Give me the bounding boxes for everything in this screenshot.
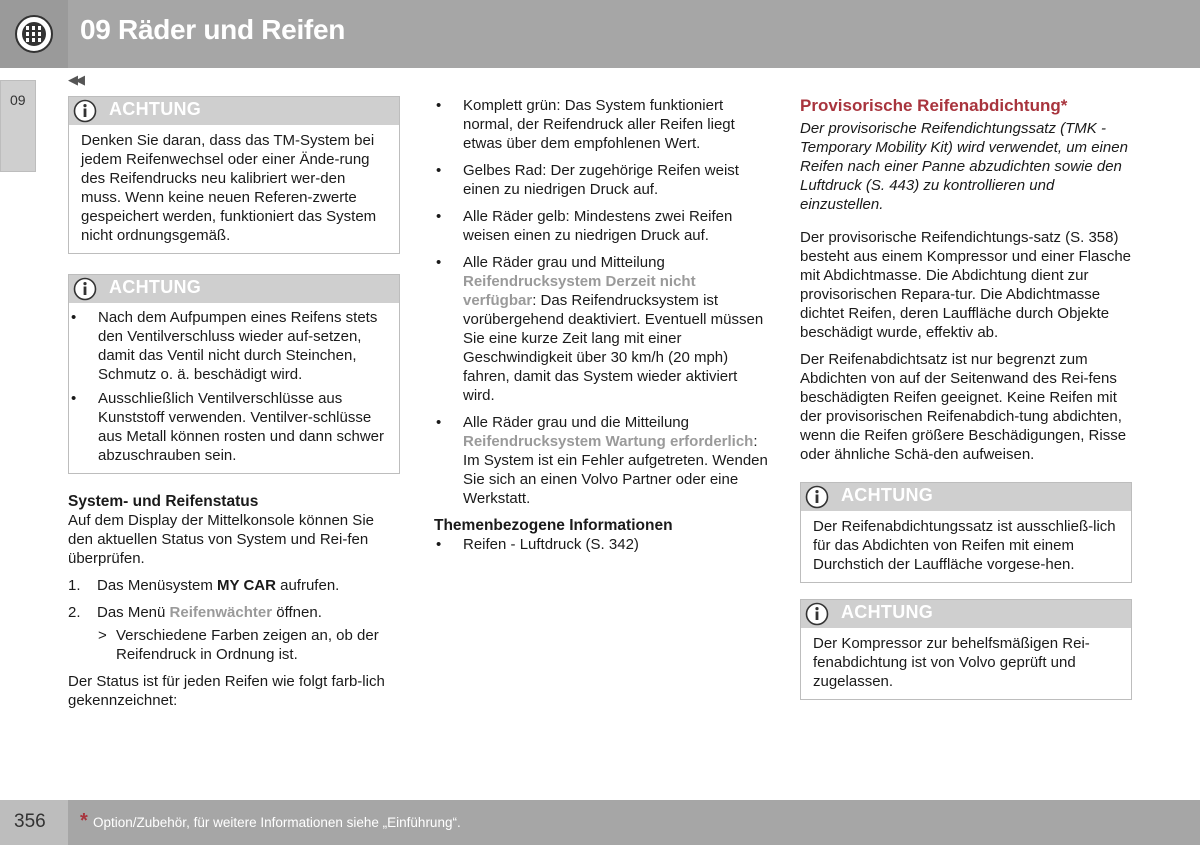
step-text: öffnen. <box>272 604 322 621</box>
menu-name: Reifenwächter <box>169 604 273 621</box>
column-3 <box>800 96 1132 720</box>
display-message: Reifendrucksystem Derzeit nicht verfügbar <box>463 273 696 309</box>
warning-box-2 <box>68 274 400 474</box>
step-item <box>68 576 400 595</box>
warning-list <box>69 308 387 465</box>
warning-box-3 <box>800 482 1132 583</box>
paragraph: Der Reifenabdichtsatz ist nur begrenzt zum Abdichten von auf der Seitenwand des Rei-fens beschädigten Reifen geeignet. Keine Reifen mit der provisorischen Reifenabdich-tung abdichten, wenn die Reifen größere Beschädigungen, Risse oder ähnliche Schä-den aufweisen. <box>800 351 1127 463</box>
paragraph: Der provisorische Reifendichtungs-satz (S. 358) besteht aus einem Kompressor und einer Flasche mit Abdichtmasse. Die Abdichtung dient zur provisorischen Repara-tur. Die Abdichtmasse dichtet Reifen, deren Lauffläche durch Objekte beschädigt wurde, effektiv ab. <box>800 229 1132 341</box>
page-footer <box>0 800 1200 845</box>
chapter-side-tab-label: 09 <box>10 92 26 108</box>
info-icon <box>805 602 829 626</box>
step-text: aufrufen. <box>275 577 340 594</box>
item-text: Alle Räder grau und die Mitteilung <box>463 414 689 431</box>
step-result <box>68 626 400 664</box>
warning-box-4 <box>800 599 1132 700</box>
status-list <box>434 96 768 508</box>
display-message: Reifendrucksystem Wartung erforderlich <box>463 433 754 450</box>
page-number: 356 <box>14 811 46 832</box>
previous-page-icon[interactable]: ◀◀ <box>68 72 82 87</box>
warning-box-header <box>69 97 399 125</box>
warning-box-header <box>801 483 1131 511</box>
related-link[interactable]: • Reifen - Luftdruck (S. 342) <box>434 535 768 554</box>
item-text: Alle Räder grau und Mitteilung <box>463 254 665 271</box>
list-item: • Nach dem Aufpumpen eines Reifens stets den Ventilverschluss wieder auf-setzen, damit das Ventil nicht durch Steinchen, Schmutz o. ä. beschädigt wird. <box>69 308 387 384</box>
footnote-star: * <box>80 810 88 832</box>
list-item: • Gelbes Rad: Der zugehörige Reifen weist einen zu niedrigen Druck auf. <box>434 161 768 199</box>
closing-text: Der Status ist für jeden Reifen wie folgt farb-lich gekennzeichnet: <box>68 673 385 709</box>
info-icon <box>73 99 97 123</box>
item-text: : Das Reifendrucksystem ist vorübergehend deaktiviert. Eventuell müssen Sie eine kurze Zeit lang mit einer Geschwindigkeit über 30 km/h (20 mph) fahren, damit das System wieder aktiviert wird. <box>463 292 764 404</box>
warning-box-header <box>801 600 1131 628</box>
footnote-text: Option/Zubehör, für weitere Informationen siehe „Einführung“. <box>93 815 461 830</box>
column-2 <box>434 96 768 559</box>
chapter-title: 09 Räder und Reifen <box>80 14 346 45</box>
result-symbol: > <box>98 627 107 644</box>
chapter-header <box>0 0 1200 68</box>
step-text: Das Menü <box>97 604 170 621</box>
related-heading: Themenbezogene Informationen <box>434 517 673 534</box>
steps-list <box>68 576 400 664</box>
result-text: Verschiedene Farben zeigen an, ob der Reifendruck in Ordnung ist. <box>116 627 379 663</box>
warning-title: ACHTUNG <box>841 485 934 505</box>
warning-text: Denken Sie daran, dass das TM-System bei jedem Reifenwechsel oder einer Ände-rung des Reifendrucks neu kalibriert wer-den muss. Wenn keine neuen Referen-zwerte gespeichert werden, funktioniert das System nicht ordnungsgemäß. <box>81 132 377 244</box>
warning-title: ACHTUNG <box>841 602 934 622</box>
info-icon <box>73 277 97 301</box>
list-item: • Komplett grün: Das System funktioniert normal, der Reifendruck aller Reifen liegt etwas über dem empfohlenen Wert. <box>434 96 768 153</box>
section-intro: Der provisorische Reifendichtungssatz (TMK - Temporary Mobility Kit) wird verwendet, um einen Reifen nach einer Panne abzudichten sowie den Luftdruck (S. 443) zu kontrollieren und einzustellen. <box>800 120 1128 213</box>
list-item <box>434 413 768 508</box>
step-item <box>68 603 400 622</box>
list-item: • Alle Räder gelb: Mindestens zwei Reifen weisen einen zu niedrigen Druck auf. <box>434 207 768 245</box>
column-1 <box>68 96 400 718</box>
chapter-icon-box <box>0 0 68 68</box>
tire-icon <box>14 14 54 54</box>
warning-title: ACHTUNG <box>109 99 202 119</box>
step-number: 1. <box>68 577 81 594</box>
section-title: Provisorische Reifenabdichtung* <box>800 96 1068 115</box>
info-icon <box>805 485 829 509</box>
section-heading: System- und Reifenstatus <box>68 493 259 510</box>
warning-title: ACHTUNG <box>109 277 202 297</box>
list-item <box>434 253 768 405</box>
item-text: : Im System ist ein Fehler aufgetreten. Wenden Sie sich an einen Volvo Partner oder eine Werkstatt. <box>463 433 768 507</box>
list-item: • Ausschließlich Ventilverschlüsse aus Kunststoff verwenden. Ventilver-schlüsse aus Metall können rosten und dann schwer abzuschrauben sein. <box>69 389 387 465</box>
warning-box-1 <box>68 96 400 254</box>
warning-text: Der Reifenabdichtungssatz ist ausschließ-lich für das Abdichten von Reifen mit einem Durchstich der Lauffläche vorgese-hen. <box>813 518 1116 573</box>
step-text: Das Menüsystem <box>97 577 218 594</box>
section-intro: Auf dem Display der Mittelkonsole können Sie den aktuellen Status von System und Rei-fen überprüfen. <box>68 512 374 567</box>
step-number: 2. <box>68 604 81 621</box>
warning-box-header <box>69 275 399 303</box>
warning-text: Der Kompressor zur behelfsmäßigen Rei-fenabdichtung ist von Volvo geprüft und zugelassen. <box>813 635 1090 690</box>
page-number-box <box>0 800 68 845</box>
menu-name: MY CAR <box>217 577 276 594</box>
related-list <box>434 535 768 554</box>
